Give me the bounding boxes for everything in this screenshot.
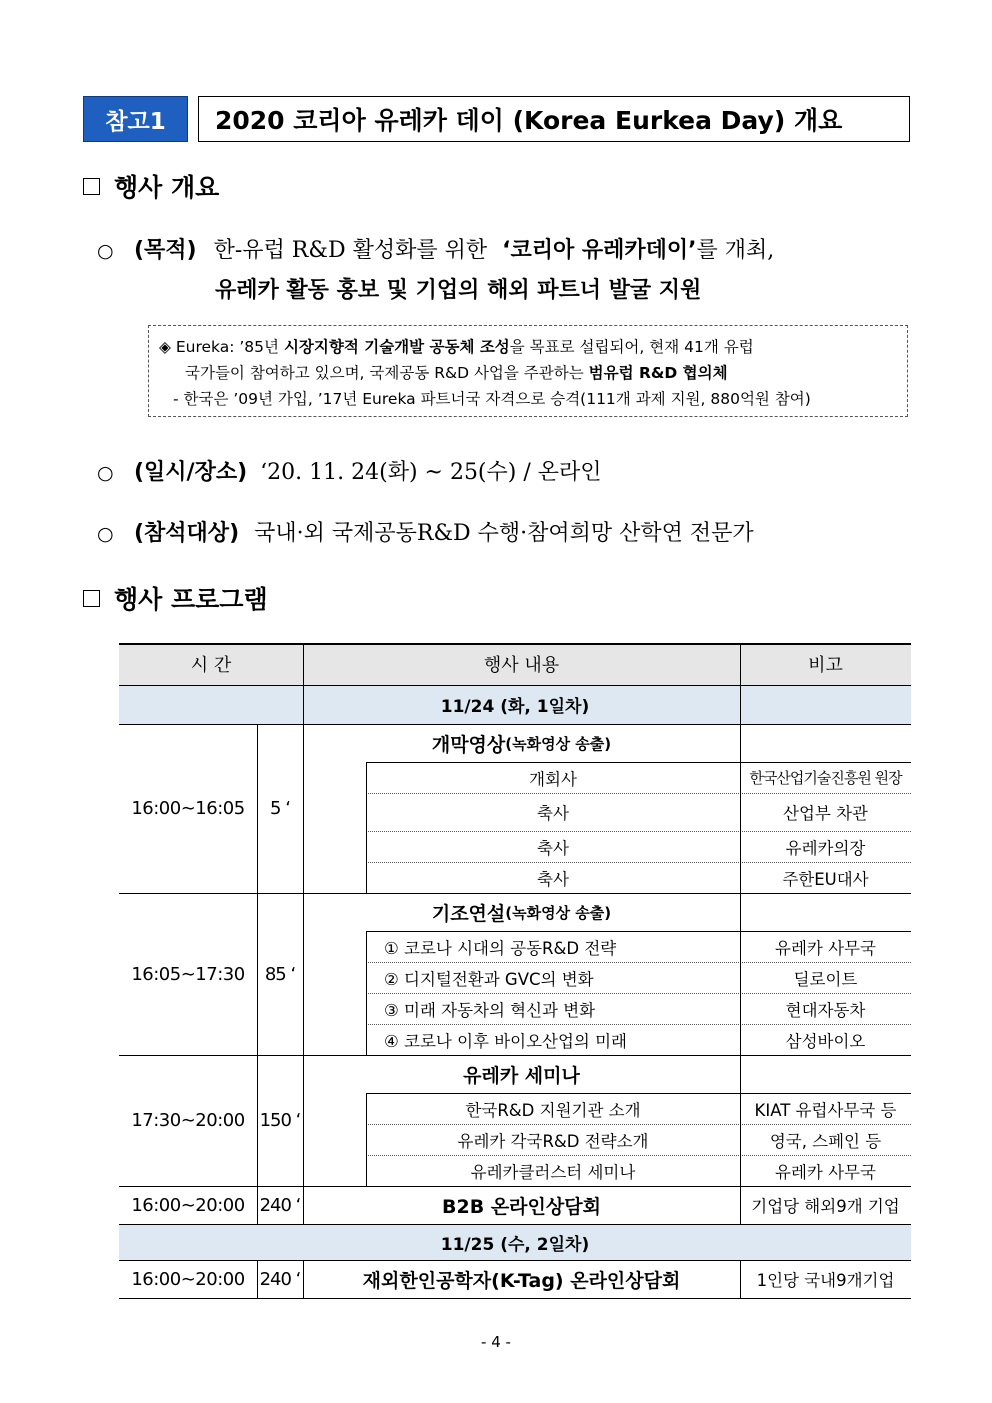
program-table (119, 643, 911, 1299)
block2-duration: 85 ‘ (264, 963, 296, 985)
block2-item4-note: 삼성바이오 (785, 1031, 866, 1051)
datetime-label: (일시/장소) (134, 460, 248, 485)
attendees-text: 국내·외 국제공동R&D 수행·참여희망 산학연 전문가 (254, 521, 754, 546)
table-vline (740, 1260, 741, 1298)
note-line-2 (159, 360, 897, 386)
table-line (119, 1224, 911, 1225)
block2-time: 16:05∼17:30 (131, 963, 245, 985)
circle-bullet-icon: ○ (97, 462, 114, 484)
b2b-content: B2B 온라인상담회 (442, 1195, 601, 1218)
note-line-1-bold: 시장지향적 기술개발 공동체 조성 (283, 338, 510, 356)
purpose-highlight: ‘코리아 유레카데이’ (502, 238, 697, 263)
table-line (119, 1186, 911, 1187)
block1-title (303, 724, 740, 762)
table-line (119, 893, 911, 894)
purpose-label: (목적) (134, 238, 197, 263)
table-line (366, 1093, 911, 1094)
block1-item3-note: 유레카의장 (785, 838, 866, 858)
attendees-label: (참석대상) (134, 521, 240, 546)
block3-title-text: 유레카 세미나 (463, 1064, 580, 1087)
note-line-1-prefix: ◈ Eureka: ’85년 (159, 338, 280, 356)
block1-time: 16:00∼16:05 (131, 798, 245, 819)
datetime-text: ‘20. 11. 24(화) ~ 25(수) / 온라인 (260, 460, 602, 485)
block2-title-text: 기조연설 (431, 902, 506, 925)
document-title: 2020 코리아 유레카 데이 (Korea Eurkea Day) 개요 (198, 96, 910, 142)
block1-duration: 5 ‘ (270, 798, 290, 819)
block3-duration: 150 ‘ (259, 1110, 301, 1131)
table-vline (366, 762, 367, 893)
table-dotted-line (366, 862, 911, 863)
table-line (119, 1260, 911, 1261)
checkbox-square-icon (83, 178, 100, 195)
block1-item1-note: 한국산업기술진흥원 원장 (749, 769, 902, 787)
block3-time: 17:30∼20:00 (131, 1110, 245, 1131)
block2-item3-content: ③ 미래 자동차의 혁신과 변화 (384, 1000, 596, 1020)
table-vline (366, 931, 367, 1055)
purpose-line (97, 233, 774, 264)
day2-row: 11/25 (수, 2일차) (119, 1224, 911, 1260)
table-vline (303, 643, 304, 724)
table-dotted-line (366, 831, 911, 832)
ktag-note: 1인당 국내9개기업 (756, 1271, 895, 1290)
reference-badge: 참고1 (83, 96, 188, 142)
page-number: - 4 - (481, 1333, 511, 1351)
col-header-note: 비고 (740, 643, 911, 685)
purpose-text-2: 를 개최, (696, 238, 775, 263)
table-vline (740, 643, 741, 724)
block1-item3-content: 축사 (537, 838, 569, 858)
block3-title (303, 1055, 740, 1093)
col-header-time: 시 간 (119, 643, 303, 685)
col-header-content: 행사 내용 (303, 643, 740, 685)
table-dotted-line (366, 1155, 911, 1156)
program-heading (83, 580, 268, 616)
note-line-1 (159, 334, 897, 360)
table-line (119, 724, 911, 725)
note-line-3: - 한국은 ’09년 가입, ’17년 Eureka 파트너국 자격으로 승격(111개 과제 지원, 880억원 참여) (173, 390, 811, 408)
purpose-line-2-text: 유레카 활동 홍보 및 기업의 해외 파트너 발굴 지원 (215, 278, 702, 303)
block1-item1-content: 개회사 (529, 769, 577, 789)
block3-item2-note: 영국, 스페인 등 (769, 1131, 882, 1151)
block2-item4-content: ④ 코로나 이후 바이오산업의 미래 (384, 1031, 627, 1051)
purpose-line-2 (215, 273, 701, 304)
block2-item1-note: 유레카 사무국 (775, 938, 876, 958)
b2b-note: 기업당 해외9개 기업 (751, 1197, 900, 1216)
table-vline (257, 1260, 258, 1298)
overview-heading-text: 행사 개요 (114, 173, 220, 202)
note-line-2-bold: 범유럽 R&D 협의체 (588, 364, 728, 382)
block3-item3-note: 유레카 사무국 (775, 1162, 876, 1182)
day1-row: 11/24 (화, 1일차) (119, 685, 911, 724)
block2-item1-content: ① 코로나 시대의 공동R&D 전략 (384, 938, 617, 958)
b2b-duration: 240 ‘ (259, 1194, 301, 1216)
ktag-content: 재외한인공학자(K-Tag) 온라인상담회 (362, 1269, 681, 1292)
table-vline (257, 724, 258, 1224)
table-line (119, 1055, 911, 1056)
table-dotted-line (366, 793, 911, 794)
block1-item2-note: 산업부 차관 (783, 804, 868, 823)
block3-item3-content: 유레카클러스터 세미나 (470, 1162, 636, 1182)
block2-item3-note: 현대자동차 (785, 1000, 866, 1020)
b2b-time: 16:00∼20:00 (131, 1194, 245, 1216)
note-line-1-suffix: 을 목표로 설립되어, 현재 41개 유럽 (509, 338, 754, 356)
table-dotted-line (366, 1024, 911, 1025)
eureka-note-box (148, 325, 908, 417)
ktag-duration: 240 ‘ (259, 1268, 301, 1290)
block3-item1-note: KIAT 유럽사무국 등 (754, 1100, 897, 1120)
table-border-top (119, 643, 911, 645)
attendees-line (97, 516, 754, 547)
block1-title-text: 개막영상 (431, 733, 506, 756)
block2-title-sub: (녹화영상 송출) (505, 903, 612, 922)
table-vline (303, 724, 304, 1224)
block3-item2-content: 유레카 각국R&D 전략소개 (457, 1131, 649, 1151)
checkbox-square-icon (83, 590, 100, 607)
table-vline (740, 724, 741, 1224)
program-heading-text: 행사 프로그램 (114, 585, 268, 614)
block1-item4-note: 주한EU대사 (782, 869, 869, 889)
table-line (366, 762, 911, 763)
table-line (119, 685, 911, 686)
note-line-2-prefix: 국가들이 참여하고 있으며, 국제공동 R&D 사업을 주관하는 (185, 364, 584, 382)
table-border-bottom (119, 1298, 911, 1299)
table-dotted-line (366, 1124, 911, 1125)
overview-heading (83, 168, 219, 204)
table-vline (303, 1260, 304, 1298)
block2-item2-content: ② 디지털전환과 GVC의 변화 (384, 969, 594, 989)
circle-bullet-icon: ○ (97, 240, 114, 262)
ktag-time: 16:00∼20:00 (131, 1268, 245, 1290)
table-line (366, 931, 911, 932)
circle-bullet-icon: ○ (97, 523, 114, 545)
table-dotted-line (366, 993, 911, 994)
block1-item4-content: 축사 (537, 869, 569, 889)
table-dotted-line (366, 962, 911, 963)
table-vline (366, 1093, 367, 1186)
block2-title (303, 893, 740, 931)
purpose-text-1: 한-유럽 R&D 활성화를 위한 (213, 238, 488, 263)
block3-item1-content: 한국R&D 지원기관 소개 (465, 1100, 641, 1120)
block2-item2-note: 딜로이트 (793, 969, 858, 989)
datetime-line (97, 455, 602, 486)
block1-item2-content: 축사 (537, 804, 569, 823)
block1-title-sub: (녹화영상 송출) (505, 734, 612, 753)
